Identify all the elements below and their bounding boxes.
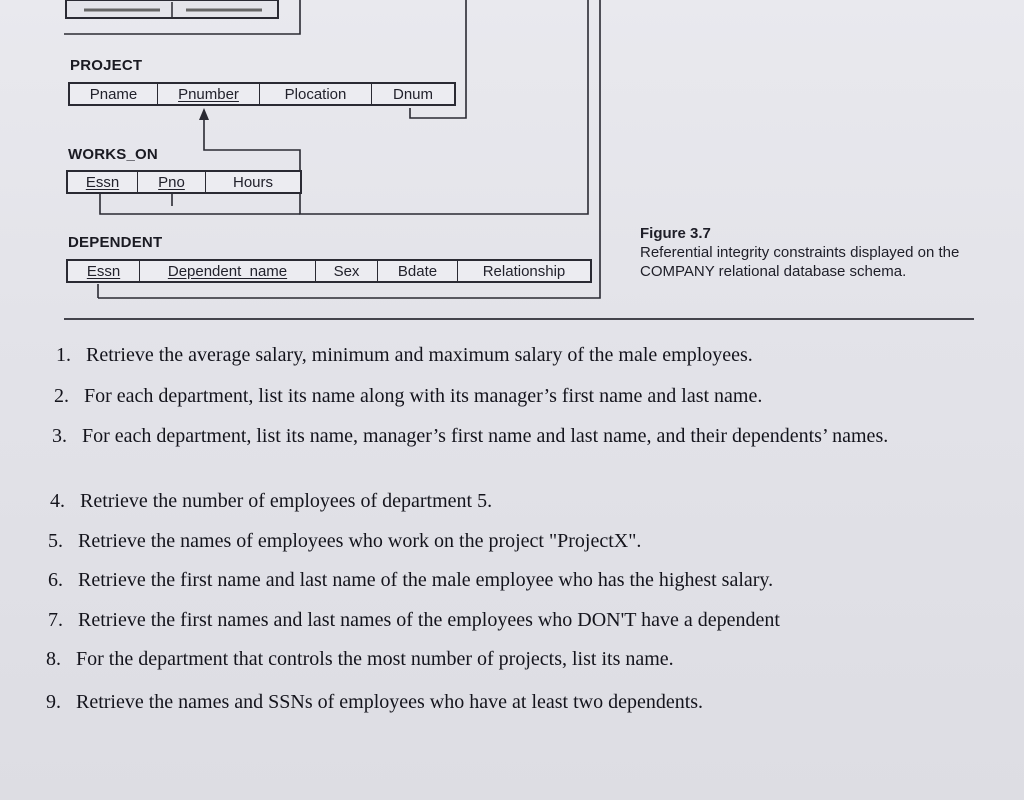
dependent-attr-bdate: Bdate: [378, 261, 458, 281]
works-on-attr-hours: Hours: [232, 173, 273, 191]
dependent-attr-essn: Essn: [68, 261, 140, 281]
question-text: For each department, list its name along with its manager’s first name and last name.: [84, 385, 763, 407]
question-item: [52, 424, 952, 448]
question-number: 2.: [54, 385, 69, 407]
question-text: Retrieve the first name and last name of the male employee who has the highest salary.: [78, 569, 774, 591]
question-text: Retrieve the names of employees who work on the project "ProjectX".: [78, 530, 642, 552]
question-number: 5.: [48, 530, 63, 552]
dependent-title: DEPENDENT: [68, 234, 163, 251]
dependent-attr-relationship: Relationship: [482, 262, 566, 280]
works-on-attributes: [66, 170, 302, 194]
question-item: [48, 569, 773, 592]
project-title: PROJECT: [70, 57, 143, 74]
question-number: 9.: [46, 691, 61, 713]
works-on-attr-essn: Essn: [68, 172, 138, 192]
figure-caption: [640, 224, 1000, 281]
works-on-title: WORKS_ON: [68, 146, 158, 163]
question-item: [46, 691, 703, 714]
question-number: 8.: [46, 648, 61, 670]
works-on-attr-pno: Pno: [138, 172, 206, 192]
question-text: Retrieve the names and SSNs of employees who have at least two dependents.: [76, 691, 704, 713]
project-attributes: [68, 82, 456, 106]
question-item: [56, 344, 753, 367]
question-number: 4.: [50, 490, 65, 512]
caption-text: Referential integrity constraints displayed on the COMPANY relational database schema.: [640, 244, 960, 280]
dependent-attr-dependent-name: Dependent_name: [140, 261, 316, 281]
question-number: 6.: [48, 569, 63, 591]
question-item: [46, 648, 674, 671]
caption-title: Figure 3.7: [640, 225, 711, 242]
question-item: [48, 530, 641, 553]
question-number: 7.: [48, 609, 63, 631]
project-attr-pname: Pname: [70, 84, 158, 104]
question-text: Retrieve the first names and last names of the employees who DON'T have a dependent: [78, 609, 780, 631]
project-attr-dnum: Dnum: [392, 85, 433, 103]
question-text: For each department, list its name, manager’s first name and last name, and their dependents’ names.: [82, 425, 889, 447]
question-text: Retrieve the number of employees of department 5.: [80, 490, 493, 512]
question-text: For the department that controls the most number of projects, list its name.: [76, 648, 674, 670]
schema-diagram: [0, 0, 1024, 320]
question-text: Retrieve the average salary, minimum and maximum salary of the male employees.: [86, 344, 753, 366]
project-attr-plocation: Plocation: [260, 84, 372, 104]
question-number: 3.: [52, 425, 67, 447]
project-attr-pnumber: Pnumber: [158, 84, 260, 104]
question-item: [54, 385, 762, 408]
question-item: [48, 609, 780, 632]
question-number: 1.: [56, 344, 71, 366]
divider-rule: [64, 318, 974, 320]
question-item: [50, 490, 492, 513]
dependent-attr-sex: Sex: [316, 261, 378, 281]
dependent-attributes: [66, 259, 592, 283]
